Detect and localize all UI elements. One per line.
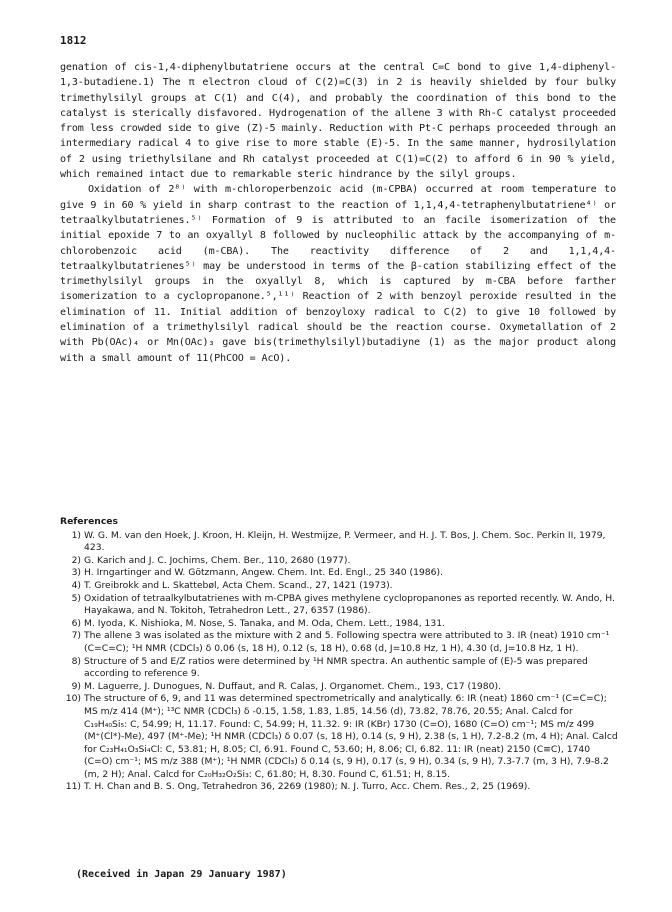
reference-number: 11) <box>65 781 81 793</box>
received-date: (Received in Japan 29 January 1987) <box>76 869 287 880</box>
reference-number: 3) <box>71 567 81 579</box>
reference-number: 4) <box>71 579 81 591</box>
reference-text: Oxidation of tetraalkylbutatrienes with m-CPBA gives methylene cyclopropanones as reported recently. W. Ando, H. Hayakawa, and N. Tokitoh, Tetrahedron Lett., 27, 6357 (1986). <box>84 592 615 617</box>
reference-text: T. H. Chan and B. S. Ong, Tetrahedron 36, 2269 (1980); N. J. Turro, Acc. Chem. Res., 2, 25 (1969). <box>84 781 531 793</box>
reference-text: M. Laguerre, J. Dunogues, N. Duffaut, and R. Calas, J. Organomet. Chem., 193, C17 (1980). <box>84 680 501 692</box>
reference-number: 9) <box>71 680 81 692</box>
reference-text: H. Irngartinger and W. Götzmann, Angew. Chem. Int. Ed. Engl., 25 340 (1986). <box>84 567 443 579</box>
reference-number: 5) <box>71 592 81 604</box>
reference-text: G. Karich and J. C. Jochims, Chem. Ber., 110, 2680 (1977). <box>84 554 351 566</box>
references-heading: References <box>60 516 118 527</box>
reference-item <box>60 567 618 580</box>
reference-item <box>60 555 618 568</box>
reference-item <box>60 693 618 781</box>
reference-item <box>60 618 618 631</box>
reference-item <box>60 530 618 555</box>
body-text <box>60 60 616 366</box>
reference-item <box>60 593 618 618</box>
reference-item <box>60 656 618 681</box>
reference-number: 7) <box>71 630 81 642</box>
reference-number: 2) <box>71 554 81 566</box>
reference-item <box>60 580 618 593</box>
reference-text: The structure of 6, 9, and 11 was determined spectrometrically and analytically. 6: IR (neat) 1860 cm⁻¹ (C=C=C); MS m/z 414 (M⁺); ¹³C NMR (CDCl₃) δ -0.15, 1.58, 1.83, 1.85, 14.56 (d), 73.82, 78.76, 20.55; Anal. Calcd for C₁₉H₄₀Si₅: C, 54.99; H, 11.17. Found: C, 54.99; H, 11.32. 9: IR (KBr) 1730 (C=O), 1680 (C=O) cm⁻¹; MS m/z 499 (M⁺(Cl*)-Me), 497 (M⁺-Me); ¹H NMR (CDCl₃) δ 0.07 (s, 18 H), 0.14 (s, 9 H), 2.38 (s, 1 H), 7.2-8.2 (m, 4 H); Anal. Calcd for C₂₃H₄₁O₃Si₄Cl: C, 53.81; H, 8.05; Cl, 6.91. Found C, 53.60; H, 8.06; Cl, 6.82. 11: IR (neat) 2150 (C≡C), 1740 (C=O) cm⁻¹; MS m/z 388 (M⁺); ¹H NMR (CDCl₃) δ 0.14 (s, 9 H), 0.17 (s, 9 H), 0.34 (s, 9 H), 7.3-7.7 (m, 3 H), 7.9-8.2 (m, 2 H); Anal. Calcd for C₂₀H₃₂O₂Si₃: C, 61.80; H, 8.30. Found C, 61.51; H, 8.15. <box>84 693 618 780</box>
reference-number: 8) <box>71 655 81 667</box>
reference-text: The allene 3 was isolated as the mixture with 2 and 5. Following spectra were attributed to 3. IR (neat) 1910 cm⁻¹ (C=C=C); ¹H NMR (CDCl₃) δ 0.06 (s, 18 H), 0.12 (s, 18 H), 0.68 (d, J=10.8 Hz, 1 H), 4.30 (d, J=10.8 Hz, 1 H). <box>84 630 610 654</box>
reference-text: Structure of 5 and E/Z ratios were determined by ¹H NMR spectra. An authentic sample of (E)-5 was prepared according to reference 9. <box>84 655 588 680</box>
page-number: 1812 <box>60 34 87 47</box>
reference-item <box>60 781 618 794</box>
references-list <box>60 530 618 794</box>
reference-text: W. G. M. van den Hoek, J. Kroon, H. Kleijn, H. Westmijze, P. Vermeer, and H. J. T. Bos, J. Chem. Soc. Perkin II, 1979, 423. <box>84 529 606 554</box>
paragraph: genation of cis-1,4-diphenylbutatriene occurs at the central C=C bond to give 1,4-diphenyl-1,3-butadiene.1) The π electron cloud of C(2)=C(3) in 2 is heavily shielded by four bulky trimethylsilyl groups at C(1) and C(4), and probably the coordination of this bond to the catalyst is sterically disfavored. Hydrogenation of the allene 3 with Rh-C catalyst proceeded from less crowded side to give (Z)-5 mainly. Reduction with Pt-C perhaps proceeded through an intermediary radical 4 to give rise to more stable (E)-5. In the same manner, hydrosilylation of 2 using triethylsilane and Rh catalyst proceeded at C(1)=C(2) to afford 6 in 90 % yield, which remained intact due to remarkable steric hindrance by the silyl groups. <box>60 62 616 181</box>
reference-number: 1) <box>71 529 81 541</box>
references-section <box>60 516 618 794</box>
paragraph: Oxidation of 2⁸⁾ with m-chloroperbenzoic acid (m-CPBA) occurred at room temperature to give 9 in 60 % yield in sharp contrast to the reaction of 1,1,4,4-tetraphenylbutatriene⁴⁾ or tetraalkylbutatrienes.⁵⁾ Formation of 9 is attributed to an facile isomerization of the initial epoxide 7 to an oxyallyl 8 followed by nucleophilic attack by the accompanying of m-chlorobenzoic acid (m-CBA). The reactivity difference of 2 and 1,1,4,4-tetraalkylbutatrienes⁵⁾ may be understood in terms of the β-cation stabilizing effect of the trimethylsilyl groups in the oxyallyl 8, which is captured by m-CBA before farther isomerization to a cyclopropanone.⁵,¹¹⁾ Reaction of 2 with benzoyl peroxide resulted in the elimination of 11. Initial addition of benzoyloxy radical to C(2) to give 10 followed by elimination of a trimethylsilyl radical should be the reaction course. Oxymetallation of 2 with Pb(OAc)₄ or Mn(OAc)₃ gave bis(trimethylsilyl)butadiyne (1) as the major product along with a small amount of 11(PhCOO = AcO). <box>60 184 616 364</box>
reference-text: T. Greibrokk and L. Skattebøl, Acta Chem. Scand., 27, 1421 (1973). <box>84 579 393 591</box>
reference-text: M. Iyoda, K. Nishioka, M. Nose, S. Tanaka, and M. Oda, Chem. Lett., 1984, 131. <box>84 617 446 629</box>
reference-number: 10) <box>65 693 81 705</box>
reference-item <box>60 681 618 694</box>
reference-item <box>60 630 618 655</box>
reference-number: 6) <box>71 617 81 629</box>
